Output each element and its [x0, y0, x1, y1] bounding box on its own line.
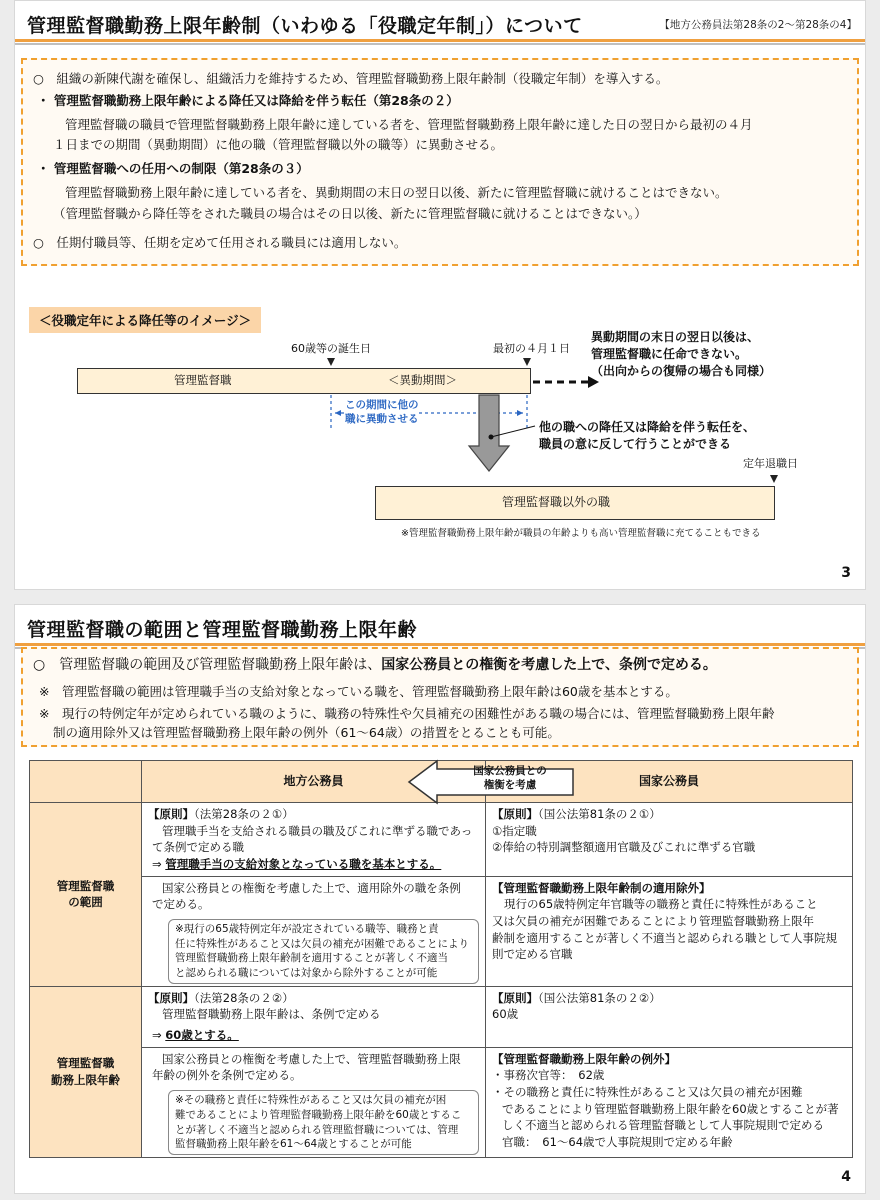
header-local: 地方公務員 — [142, 761, 486, 803]
bar-left-label: 管理監督職 — [174, 373, 232, 387]
exception-note: ※その職務と責任に特殊性があること又は欠員の補充が困 難であることにより管理監督職勤務上限年齢を60歳とするこ とが著しく不適当と認められる管理監督職については、管理 監督職勤務上限年齢を61～64歳とすることが可能 — [168, 1090, 479, 1155]
paragraph-text: （管理監督職から降任等をされた職員の場合はその日以後、新たに管理監督職に就けることはできない。） — [53, 206, 647, 221]
table-row — [30, 1047, 853, 1157]
paragraph-text: 管理監督職の職員で管理監督職勤務上限年齢に達している者を、管理監督職勤務上限年齢に達した日の翌日から最初の４月 — [65, 117, 753, 132]
period-note: この期間に他の 職に異動させる — [345, 399, 419, 425]
comparison-table — [29, 760, 853, 1158]
exception-note: ※現行の65歳特例定年が設定されている職等、職務と責 任に特殊性があること又は欠員の補充が困難であることにより 管理監督職勤務上限年齢制を適用することが著しく不適当 と認められる職については対象から除外することが可能 — [168, 919, 479, 984]
april1-label: 最初の４月１日 — [493, 342, 570, 355]
table-row — [30, 803, 853, 877]
transfer-note: 他の職への降任又は降給を伴う転任を、 職員の意に反して行うことができる — [539, 420, 756, 451]
span-right-arrow-icon — [517, 410, 523, 416]
cell-national-scope-principle: 【原則】（国公法第81条の２①） ①指定職 ②俸給の特別調整額適用官職及びこれに準ずる官職 — [486, 803, 853, 877]
non-management-bar — [375, 486, 775, 520]
demotion-arrow-icon — [469, 395, 509, 471]
paragraph-text: １日までの期間（異動期間）に他の職（管理監督職以外の職等）に異動させる。 — [53, 137, 504, 152]
cell-local-age-principle: 【原則】（法第28条の２②） 管理監督職勤務上限年齢は、条例で定める ⇒ 60歳とする。 — [142, 986, 486, 1047]
balance-arrow-label: 国家公務員との 権衡を考慮 — [473, 765, 547, 792]
slide-title: 管理監督職勤務上限年齢制（いわゆる「役職定年制」）について — [27, 15, 583, 37]
slide-page-4 — [14, 604, 866, 1194]
corner-cell — [30, 761, 142, 803]
april1-marker-icon — [523, 358, 531, 366]
cell-local-age-exception: 国家公務員との権衡を考慮した上で、管理監督職勤務上限 年齢の例外を条例で定める。 ※その職務と責任に特殊性があること又は欠員の補充が困 難であることにより管理監督職勤務上限年齢を60歳とするこ とが著しく不適当と認められる管理監督職については、管理 監督職勤務上限年齢を61～64歳とすることが可能 — [142, 1047, 486, 1157]
diagram-footnote: ※管理監督職勤務上限年齢が職員の年齢よりも高い管理監督職に充てることもできる — [401, 528, 761, 539]
summary-note: ※ 現行の特例定年が定められている職のように、職務の特殊性や欠員補充の困難性がある職の場合には、管理監督職勤務上限年齢 — [39, 706, 775, 721]
birthday-label: 60歳等の誕生日 — [291, 342, 371, 355]
header-national: 国家公務員 — [486, 761, 853, 803]
slide-title: 管理監督職の範囲と管理監督職勤務上限年齢 — [27, 619, 418, 641]
cell-local-scope-exception: 国家公務員との権衡を考慮した上で、適用除外の職を条例 で定める。 ※現行の65歳特例定年が設定されている職等、職務と責 任に特殊性があること又は欠員の補充が困難であることにより 管理監督職勤務上限年齢制を適用することが著しく不適当 と認められる職については対象から除外することが可能 — [142, 876, 486, 986]
summary-note: 制の適用除外又は管理監督職勤務上限年齢の例外（61～64歳）の措置をとることも可能。 — [53, 725, 560, 740]
callout-dot-icon — [489, 435, 494, 440]
retire-marker-icon — [770, 475, 778, 483]
row-header-age: 管理監督職 勤務上限年齢 — [30, 986, 142, 1157]
law-reference: 【地方公務員法第28条の2～第28条の4】 — [659, 19, 857, 31]
page-number: 4 — [841, 1169, 851, 1185]
birthday-marker-icon — [327, 358, 335, 366]
cell-local-scope-principle: 【原則】（法第28条の２①） 管理職手当を支給される職員の職及びこれに準ずる職であっ て条例で定める職 ⇒ 管理職手当の支給対象となっている職を基本とする。 — [142, 803, 486, 877]
non-management-label: 管理監督職以外の職 — [502, 495, 611, 509]
page-number: 3 — [841, 565, 851, 581]
summary-box — [21, 647, 859, 747]
table-row — [30, 986, 853, 1047]
table-row — [30, 876, 853, 986]
summary-line: ○ 管理監督職の範囲及び管理監督職勤務上限年齢は、国家公務員との権衡を考慮した上で、条例で定める。 — [33, 657, 717, 673]
bullet-text: ○ 組織の新陳代謝を確保し、組織活力を維持するため、管理監督職勤務上限年齢制（役職定年制）を導入する。 — [33, 71, 669, 86]
retire-label: 定年退職日 — [743, 457, 798, 470]
section-heading: ・ 管理監督職への任用への制限（第28条の３） — [37, 161, 309, 176]
span-left-arrow-icon — [335, 410, 341, 416]
row-header-scope: 管理監督職 の範囲 — [30, 803, 142, 987]
cell-national-age-principle: 【原則】（国公法第81条の２②） 60歳 — [486, 986, 853, 1047]
slide-page-3 — [14, 0, 866, 590]
bullet-text: ○ 任期付職員等、任期を定めて任用される職員には適用しない。 — [33, 235, 407, 250]
after-period-note: 異動期間の末日の翌日以後は、 管理監督職に任命できない。 （出向からの復帰の場合も同様） — [591, 330, 772, 378]
diagram-label: ＜役職定年による降任等のイメージ＞ — [29, 307, 261, 333]
summary-note: ※ 管理監督職の範囲は管理職手当の支給対象となっている職を、管理監督職勤務上限年齢は60歳を基本とする。 — [39, 684, 678, 699]
section-heading: ・ 管理監督職勤務上限年齢による降任又は降給を伴う転任（第28条の２） — [37, 93, 459, 108]
cell-national-age-exception: 【管理監督職勤務上限年齢の例外】 ・事務次官等： 62歳 ・その職務と責任に特殊性があること又は欠員の補充が困難 であることにより管理監督職勤務上限年齢を60歳とすることが著 しく不適当と認められる管理監督職として人事院規則で定める 官職： 61～64歳で人事院規則で定める年齢 — [486, 1047, 853, 1157]
bar-right-label: ＜異動期間＞ — [388, 373, 457, 387]
paragraph-text: 管理監督職勤務上限年齢に達している者を、異動期間の末日の翌日以後、新たに管理監督職に就けることはできない。 — [65, 185, 728, 200]
cell-national-scope-exception: 【管理監督職勤務上限年齢制の適用除外】 現行の65歳特例定年官職等の職務と責任に特殊性があること 又は欠員の補充が困難であることにより管理監督職勤務上限年 齢制を適用することが著しく不適当と認められる職として人事院規 則で定める官職 — [486, 876, 853, 986]
